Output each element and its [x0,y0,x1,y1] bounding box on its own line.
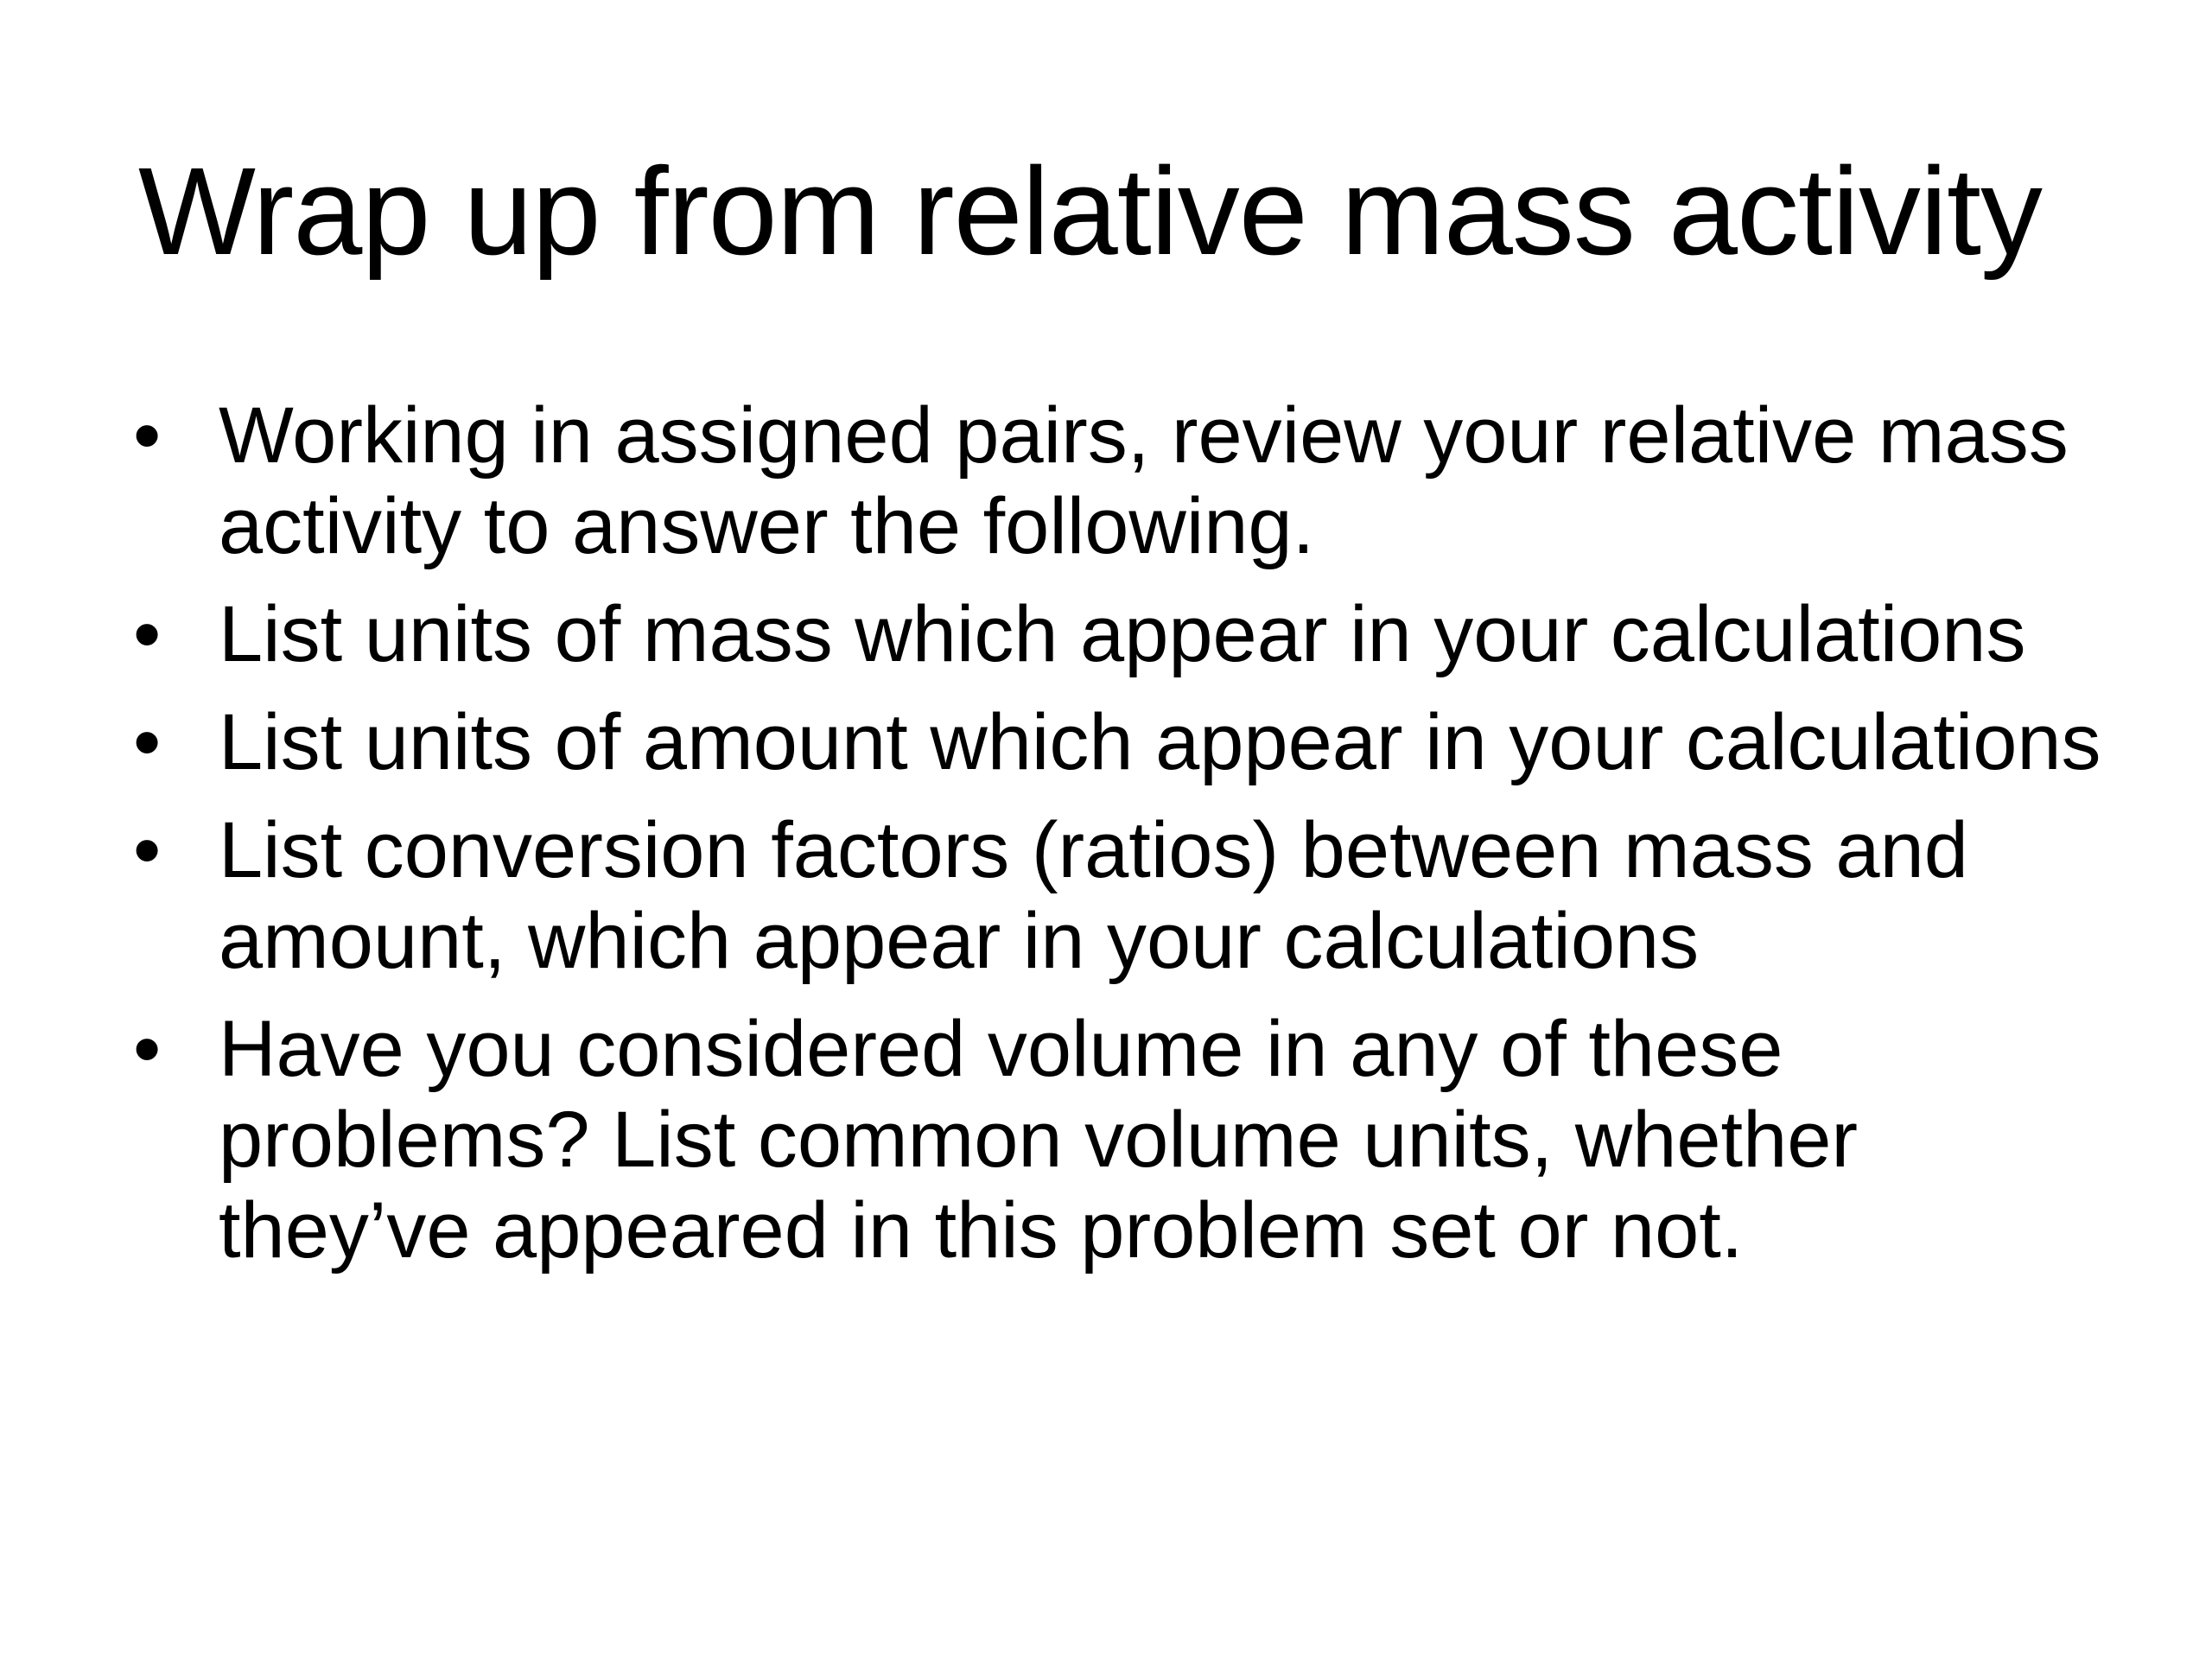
bullet-text: List units of mass which appear in your calculations [219,590,2026,678]
slide-title: Wrap up from relative mass activity [138,142,2042,281]
bullet-dot-icon: • [133,698,162,786]
bullet-item-pairs-review [130,391,2108,572]
bullet-item-volume-units [130,1004,2108,1276]
bullet-text: List units of amount which appear in your calculations [219,698,2101,786]
bullet-dot-icon: • [133,806,162,894]
bullet-item-amount-units [130,697,2108,788]
bullet-text: Have you considered volume in any of these problems? List common volume units, whether they’ve appeared in this problem set or not. [219,1005,1859,1274]
bullet-item-conversion-factors [130,805,2108,987]
bullet-dot-icon: • [133,1005,162,1093]
bullet-text: Working in assigned pairs, review your relative mass activity to answer the following. [219,391,2069,570]
bullet-text: List conversion factors (ratios) between mass and amount, which appear in your calculations [219,806,1968,985]
bullet-item-mass-units [130,589,2108,680]
bullet-list [130,391,2108,1294]
bullet-dot-icon: • [133,590,162,678]
bullet-dot-icon: • [133,391,162,480]
